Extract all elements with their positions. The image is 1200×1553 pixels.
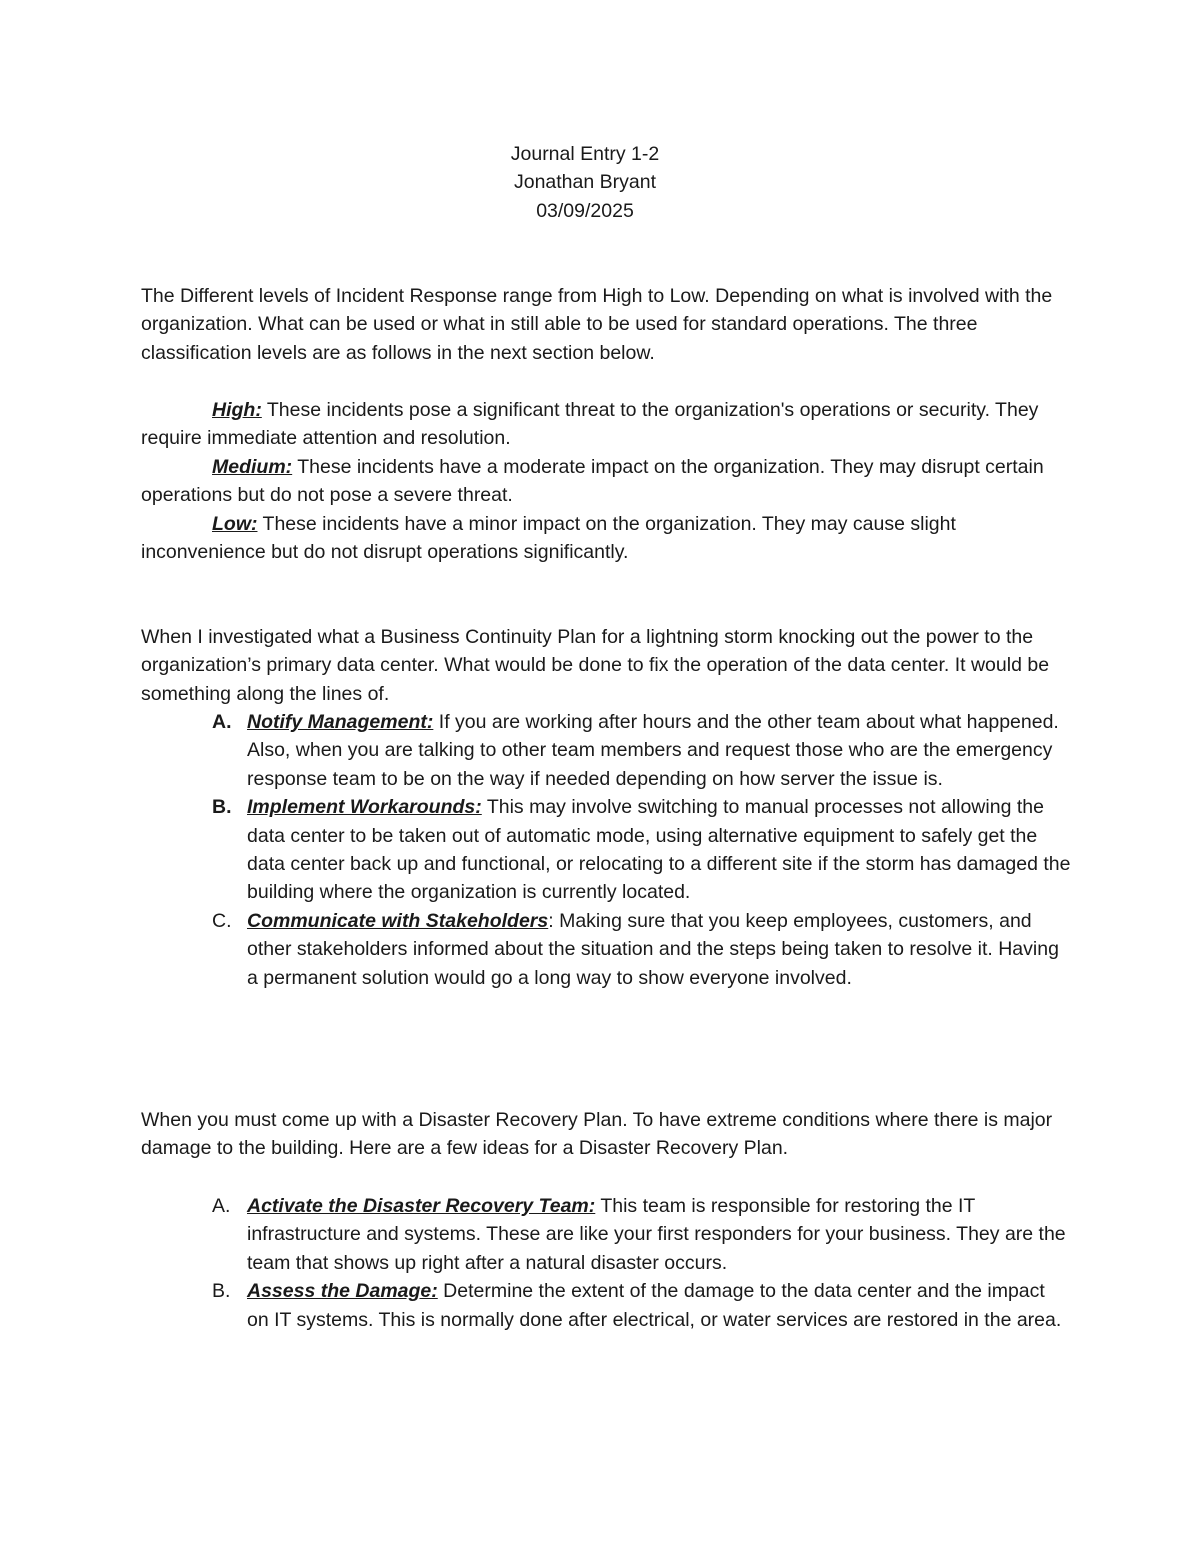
item-label: Assess the Damage: xyxy=(247,1280,438,1303)
item-text: This may involve switching to manual processes not allowing the data center to be taken out of automatic mode, using alternative equipment to safely get the data center back up and functional, or relocating to a different site if the storm has damaged the building where the organization is currently located. xyxy=(247,796,1071,904)
list-item xyxy=(141,1277,1071,1334)
level-low xyxy=(141,510,1071,567)
bcp-intro-paragraph: When I investigated what a Business Continuity Plan for a lightning storm knocking out the power to the organization’s primary data center. What would be done to fix the operation of the data center. It would be something along the lines of. xyxy=(141,626,1050,705)
drp-intro-paragraph: When you must come up with a Disaster Recovery Plan. To have extreme conditions where there is major damage to the building. Here are a few ideas for a Disaster Recovery Plan. xyxy=(141,1109,1053,1160)
document-header xyxy=(0,140,1170,225)
incident-levels xyxy=(141,396,1071,566)
level-low-label: Low: xyxy=(212,512,258,535)
level-medium-label: Medium: xyxy=(212,455,293,478)
item-text: This team is responsible for restoring the IT infrastructure and systems. These are like your first responders for your business. They are the team that shows up right after a natural disaster occurs. xyxy=(247,1195,1066,1274)
author-name: Jonathan Bryant xyxy=(513,171,656,194)
list-item xyxy=(141,708,1071,793)
list-item xyxy=(141,1192,1071,1277)
item-text: If you are working after hours and the other team about what happened. Also, when you are talking to other team members and request those who are the emergency response team to be on the way if needed depending on how server the issue is. xyxy=(247,711,1059,790)
level-high xyxy=(141,396,1071,453)
list-marker: B. xyxy=(212,1280,231,1303)
drp-list xyxy=(141,1192,1071,1334)
item-label: Notify Management: xyxy=(247,711,434,733)
level-medium-text: These incidents have a moderate impact on the organization. They may disrupt certain operations but do not pose a severe threat. xyxy=(141,455,1044,507)
list-item xyxy=(141,793,1071,907)
list-marker: A. xyxy=(212,711,232,733)
item-label: Communicate with Stakeholders xyxy=(247,909,549,932)
list-item xyxy=(141,907,1071,992)
item-label: Activate the Disaster Recovery Team: xyxy=(247,1195,596,1217)
list-marker: A. xyxy=(212,1195,231,1217)
list-marker: B. xyxy=(212,796,232,819)
entry-title: Journal Entry 1-2 xyxy=(510,143,660,165)
bcp-list xyxy=(141,708,1071,992)
level-low-text: These incidents have a minor impact on the organization. They may cause slight inconvenience but do not disrupt operations significantly. xyxy=(141,512,956,564)
list-marker: C. xyxy=(212,909,232,932)
entry-date: 03/09/2025 xyxy=(536,199,634,222)
item-text: : Making sure that you keep employees, customers, and other stakeholders informed about the situation and the steps being taken to resolve it. Having a permanent solution would go a long way to show everyone involved. xyxy=(247,909,1059,989)
item-text: Determine the extent of the damage to the data center and the impact on IT systems. This is normally done after electrical, or water services are restored in the area. xyxy=(247,1280,1062,1331)
level-high-label: High: xyxy=(212,399,262,421)
level-high-text: These incidents pose a significant threat to the organization's operations or security. They require immediate attention and resolution. xyxy=(141,399,1039,450)
intro-paragraph: The Different levels of Incident Response range from High to Low. Depending on what is involved with the organization. What can be used or what in still able to be used for standard operations. The three classification levels are as follows in the next section below. xyxy=(141,285,1053,364)
item-label: Implement Workarounds: xyxy=(247,796,482,819)
level-medium xyxy=(141,453,1071,510)
